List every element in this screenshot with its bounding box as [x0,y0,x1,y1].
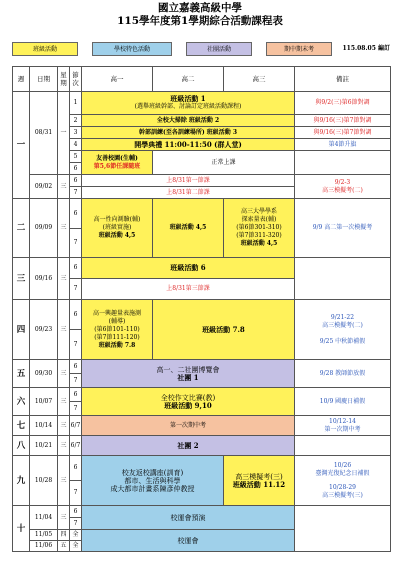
table-row [13,92,391,115]
table-row [13,258,391,279]
col-note: 備註 [295,67,391,92]
event-cell [82,300,153,360]
date-cell: 09/16 [30,258,58,300]
period-cell: 全 [70,530,82,541]
event-cell [82,360,295,388]
event-cell: 正常上課 [153,151,295,175]
school-name: 國立嘉義高級中學 [158,2,242,14]
table-row [13,139,391,151]
date-cell: 11/06 [30,541,58,552]
note-line: 第一次期中考 [324,425,361,433]
note-cell [295,175,391,199]
period-cell: 7 [70,518,82,530]
table-row [13,151,391,163]
event-cell [82,199,153,258]
period-cell: 7 [70,374,82,388]
period-cell: 6 [70,163,82,175]
month-cell: 十 [13,506,30,552]
table-header-row [13,67,391,92]
date-cell: 09/30 [30,360,58,388]
event-line: 高三模擬考(三) [235,472,283,481]
event-cell: 社團 2 [82,436,295,456]
col-week: 週 [13,67,30,92]
schedule-table-wrap [12,66,390,549]
dow-cell: 三 [58,175,70,199]
note-line: 高三模擬考(三) [322,491,363,499]
note-cell [295,151,391,175]
note-cell [295,456,391,506]
period-cell: 3 [70,127,82,139]
note-cell: 與9/16(三)第7節對調 [295,115,391,127]
event-detail: 第5,6節任課隨班 [93,162,141,170]
col-period: 節次 [70,67,82,92]
date-cell: 09/02 [30,175,58,199]
legend [12,42,390,56]
note-cell: 與9/16(三)第7節對調 [295,127,391,139]
dow-cell: 四 [58,530,70,541]
event-cell [82,456,224,506]
table-row [13,456,391,481]
date-cell: 10/28 [30,456,58,506]
date-cell: 11/04 [30,506,58,530]
event-cell: 全校大掃除 班級活動 2 [82,115,295,127]
note-cell [295,416,391,436]
table-row [13,199,391,229]
period-cell: 6 [70,456,82,481]
month-cell: 六 [13,388,30,416]
period-cell: 7 [70,229,82,258]
note-line: 高三模擬考(二) [322,321,363,329]
date-cell: 10/14 [30,416,58,436]
table-row [13,300,391,330]
event-line: (輔導) [108,317,126,325]
table-row [13,506,391,518]
event-line: 高三大學學系 [240,208,277,215]
month-cell: 四 [13,300,30,360]
table-row [13,388,391,402]
month-cell: 九 [13,456,30,506]
event-cell: 上8/31第三節課 [82,279,295,300]
event-cell: 班級活動 7.8 [153,300,295,360]
note-line: 高三模擬考(二) [322,186,363,194]
event-cell [82,388,295,416]
period-cell: 6 [70,360,82,374]
event-cell: 上8/31第一節課 [82,175,295,187]
event-line: (第6節301-310) [236,224,282,231]
date-cell: 11/05 [30,530,58,541]
legend-school-activity: 學校特色活動 [92,42,172,56]
event-line: (第7節311-320) [236,232,282,239]
table-row [13,115,391,127]
event-cell: 第一次期中考 [82,416,295,436]
schedule-title: 115學年度第1學期綜合活動課程表 [117,15,283,27]
revision-date: 115.08.05 編訂 [342,45,390,52]
legend-class-activity: 班級活動 [12,42,78,56]
table-row [13,436,391,456]
dow-cell: 三 [58,436,70,456]
note-cell [295,436,391,456]
note-cell: 第4節升旗 [295,139,391,151]
month-cell: 一 [13,92,30,199]
date-cell: 09/09 [30,199,58,258]
event-line: (班級實施) [102,224,132,231]
event-cell [224,199,295,258]
legend-exam: 期中期末考 [266,42,332,56]
col-grade2: 高二 [153,67,224,92]
period-cell: 1 [70,92,82,115]
legend-club-activity: 社團活動 [186,42,252,56]
col-grade1: 高一 [82,67,153,92]
event-line: 高一興趣量表施測 [92,309,141,317]
note-cell: 10/9 國慶日補假 [295,388,391,416]
note-line: 10/26 [333,461,352,469]
period-cell: 6 [70,506,82,518]
event-line: (第7節111-120) [94,333,140,341]
period-cell: 7 [70,279,82,300]
period-cell: 7 [70,330,82,360]
dow-cell: 五 [58,541,70,552]
dow-cell: 三 [58,416,70,436]
dow-cell: 三 [58,388,70,416]
period-cell: 7 [70,481,82,506]
event-line: 班級活動 9,10 [164,400,212,410]
dow-cell: 三 [58,360,70,388]
event-cell: 校運會 [82,530,295,552]
note-line: 10/28-29 [329,483,356,491]
dow-cell: 三 [58,300,70,360]
note-cell: 與9/2(三)第6節對調 [295,92,391,115]
period-cell: 全 [70,541,82,552]
period-cell: 4 [70,139,82,151]
event-detail: (選舉班級幹部、討論訂定班級活動課程) [134,103,242,110]
event-line: 探索量表(輔) [241,216,277,223]
period-cell: 6/7 [70,436,82,456]
event-title: 班級活動 1 [170,94,206,103]
event-cell: 幹部訓練(至各訓練場所) 班級活動 3 [82,127,295,139]
note-cell [295,258,391,300]
note-line: 9/21-22 [330,313,355,321]
event-cell: 上8/31第二節課 [82,187,295,199]
event-line: 社團 1 [177,372,199,382]
event-line: 班級活動 4,5 [98,232,136,239]
event-cell: 班級活動 4,5 [153,199,224,258]
note-cell [295,506,391,552]
event-line: 成大都市計畫系陳彥仲教授 [110,484,195,493]
note-line: 9/25 中秋節補假 [319,337,366,345]
table-row [13,416,391,436]
col-grade3: 高三 [224,67,295,92]
month-cell: 五 [13,360,30,388]
event-cell [82,92,295,115]
period-cell: 7 [70,402,82,416]
event-line: 高一性向測驗(輔) [93,216,141,223]
date-cell: 10/07 [30,388,58,416]
period-cell: 6 [70,199,82,229]
event-line: 班級活動 7.8 [98,341,136,349]
schedule-table [12,66,391,552]
period-cell: 6 [70,388,82,402]
period-cell: 6 [70,175,82,187]
event-cell: 開學典禮 11:00-11:50 (群人堂) [82,139,295,151]
dow-cell: 三 [58,199,70,258]
period-cell: 6/7 [70,416,82,436]
event-cell [224,456,295,506]
event-line: 班級活動 4,5 [240,240,278,247]
month-cell: 二 [13,199,30,258]
period-cell: 5 [70,151,82,163]
period-cell: 6 [70,300,82,330]
note-cell: 9/9 高二第一次模擬考 [295,199,391,258]
date-cell: 09/23 [30,300,58,360]
event-line: (第6節101-110) [94,325,140,333]
event-cell [82,151,153,175]
table-row [13,127,391,139]
dow-cell: 三 [58,456,70,506]
event-title: 友善校園(生輔) [96,154,138,162]
date-cell: 10/21 [30,436,58,456]
event-line: 校友返校講座(訓育) [121,468,184,477]
dow-cell: 三 [58,506,70,530]
period-cell: 2 [70,115,82,127]
col-date: 日期 [30,67,58,92]
month-cell: 七 [13,416,30,436]
event-cell: 校運會預演 [82,506,295,530]
note-cell [295,300,391,360]
period-cell: 6 [70,258,82,279]
event-line: 都市、生活與科學 [124,476,181,485]
event-line: 全校作文比賽(教) [160,393,216,402]
event-line: 班級活動 11.12 [232,479,286,489]
month-cell: 八 [13,436,30,456]
event-cell: 班級活動 6 [82,258,295,279]
dow-cell: 一 [58,92,70,175]
note-line: 9/2-3 [334,178,351,186]
table-row [13,175,391,187]
col-dow: 星期 [58,67,70,92]
note-cell: 9/28 教師節放假 [295,360,391,388]
period-cell: 7 [70,187,82,199]
dow-cell: 三 [58,258,70,300]
month-cell: 三 [13,258,30,300]
event-line: 高一、二社團博覽會 [156,365,220,374]
table-row [13,360,391,374]
note-line: 臺灣光復紀念日補假 [315,469,370,477]
note-line: 10/12-14 [329,417,356,425]
date-cell: 08/31 [30,92,58,175]
